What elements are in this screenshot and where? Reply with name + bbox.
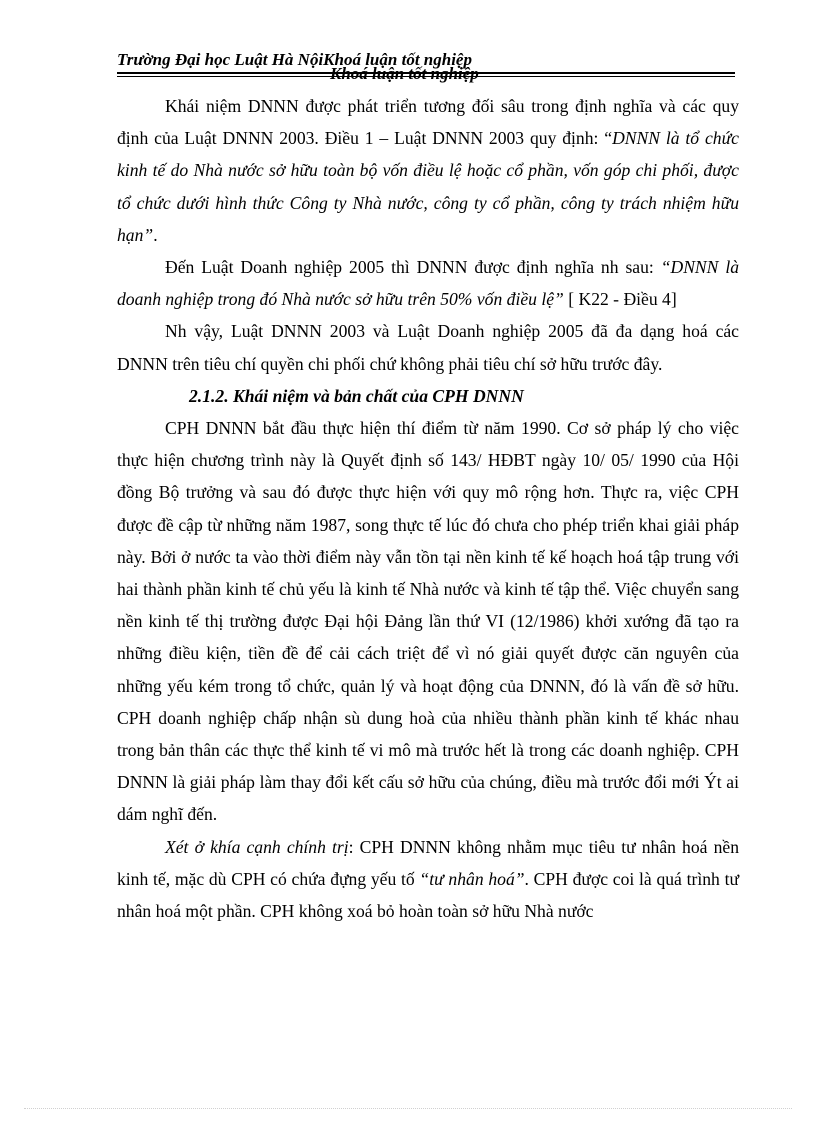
header-rule-thick [117, 72, 735, 74]
paragraph-1 [117, 90, 739, 251]
paragraph-5 [117, 831, 739, 928]
p1-text: Khái niệm DNNN được phát triển tương đối sâu trong định nghĩa và các quy định của Luật DNNN 2003. Điều 1 – Luật DNNN 2003 quy định: “ [117, 96, 739, 149]
header-rule-thin [117, 76, 735, 77]
header-school-title: Trường Đại học Luật Hà NộiKhoá luận tốt nghiệp [117, 50, 472, 69]
paragraph-3: Nh vậy, Luật DNNN 2003 và Luật Doanh nghiệp 2005 đã đa dạng hoá các DNNN trên tiêu chí quyền chi phối chứ không phải tiêu chí sở hữu trước đây. [117, 321, 739, 374]
p1-end: . [153, 224, 158, 245]
p1-quote: DNNN là tổ chức kinh tế do Nhà nước sở hữu toàn bộ vốn điều lệ hoặc cổ phần, vốn góp chi phối, được tổ chức dưới hình thức Công ty Nhà nước, công ty cổ phần, công ty trách nhiệm hữu hạn” [117, 128, 739, 245]
p5-lead: Xét ở khía cạnh chính trị [165, 836, 349, 857]
p2-text: Đến Luật Doanh nghiệp 2005 thì DNNN được định nghĩa nh sau: [165, 257, 661, 278]
document-body [117, 90, 739, 927]
section-heading: 2.1.2. Khái niệm và bản chất của CPH DNNN [189, 385, 524, 406]
p5-text: : CPH DNNN không nhằm mục tiêu tư nhân hoá nền kinh tế, mặc dù CPH có chứa đựng yếu tố [117, 836, 739, 889]
p2-citation: [ K22 - Điều 4] [563, 289, 677, 310]
p5-quote: “tư nhân hoá” [419, 868, 525, 889]
p5-end: . CPH được coi là quá trình tư nhân hoá một phần. CPH không xoá bỏ hoàn toàn sở hữu Nhà nước [117, 868, 739, 922]
p2-quote: “DNNN là doanh nghiệp trong đó Nhà nước sở hữu trên 50% vốn điều lệ” [117, 257, 740, 310]
paragraph-2 [117, 251, 739, 315]
page-header [117, 50, 737, 84]
paragraph-4: CPH DNNN bắt đầu thực hiện thí điểm từ năm 1990. Cơ sở pháp lý cho việc thực hiện chương trình này là Quyết định số 143/ HĐBT ngày 10/ 05/ 1990 của Hội đồng Bộ trưởng và sau đó được thực hiện với quy mô rộng hơn. Thực ra, việc CPH được đề cập từ những năm 1987, song thực tế lúc đó chưa cho phép triển khai giải pháp này. Bởi ở nước ta vào thời điểm này vẫn tồn tại nền kinh tế kế hoạch hoá tập trung với hai thành phần kinh tế chủ yếu là kinh tế Nhà nước và kinh tế tập thể. Việc chuyển sang nền kinh tế thị trường được Đại hội Đảng lần thứ VI (12/1986) khởi xướng đã tạo ra những điều kiện, tiền đề để cải cách triệt để vì nó giải quyết được căn nguyên của những yếu kém trong tổ chức, quản lý và hoạt động của DNNN, đó là vấn đề sở hữu. CPH doanh nghiệp chấp nhận sù dung hoà của nhiều thành phần kinh tế khác nhau trong bản thân các thực thể kinh tế vi mô mà trước hết là trong các doanh nghiệp. CPH DNNN là giải pháp làm thay đổi kết cấu sở hữu của chúng, điều mà trước đổi mới Ýt ai dám nghĩ đến. [117, 418, 739, 825]
footer-dotted-line [24, 1108, 792, 1109]
